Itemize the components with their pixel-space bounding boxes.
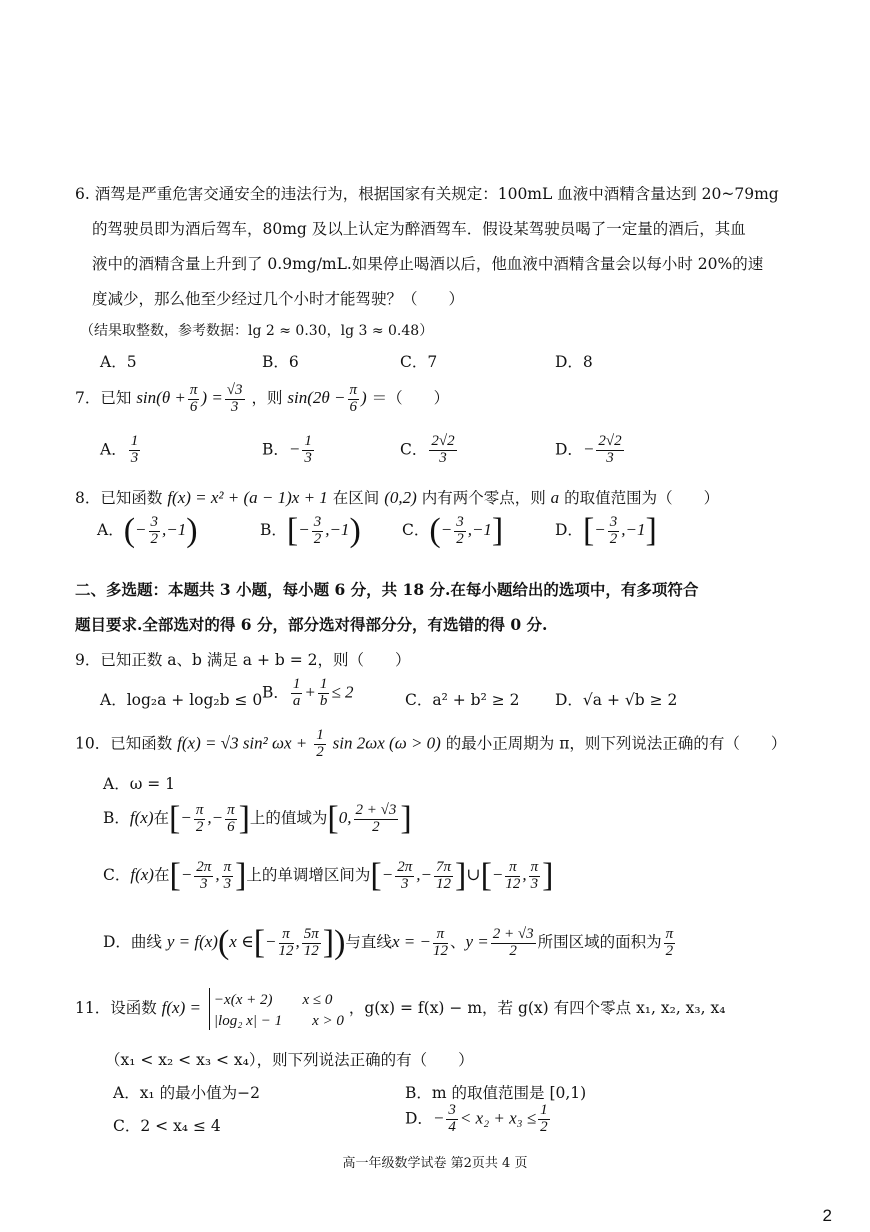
q6-option-d: D．8: [555, 353, 593, 371]
q11-line2: （x₁ < x₂ < x₃ < x₄），则下列说法正确的有（ ）: [105, 1051, 474, 1069]
q11-prefix: 11．设函数: [75, 999, 157, 1017]
q7-suffix: ＝（ ）: [371, 389, 450, 408]
q7-option-c: C． $\frac{2√2}{3}$: [400, 433, 455, 466]
q10-func2: sin 2ωx (ω > 0): [332, 733, 441, 753]
q10-option-d: D．曲线 y = f(x)(x ∈[− $\frac{\pi}{12}$ , $\frac{5\pi}{12}$ ])与直线x = − $\frac{\pi}{12}$ 、y = $\frac{2 + √3}{2}$ 所围区域的面积为 $\frac{\pi}{2}$: [103, 924, 674, 961]
q9-option-c: C．a² + b² ≥ 2: [405, 691, 520, 709]
q8-option-c: C．(− $\frac{3}{2}$ ,−1]: [402, 512, 504, 549]
q8-option-b: B．[− $\frac{3}{2}$ ,−1): [260, 512, 361, 549]
q7-given: sin(θ + $\frac{\pi}{6}$ ) = $\frac{√3}{3}$: [136, 382, 243, 415]
q8-mid2: 内有两个零点，则: [421, 489, 546, 507]
q10-func: f(x) = √3 sin² ωx +: [177, 733, 308, 753]
q6-line1: 6. 酒驾是严重危害交通安全的违法行为，根据国家有关规定：100mL 血液中酒精含量达到 20~79mg: [75, 185, 779, 203]
q9-stem: 9．已知正数 a、b 满足 a + b = 2，则（ ）: [75, 651, 411, 669]
q7-target: sin(2θ − $\frac{\pi}{6}$ ): [287, 382, 367, 415]
q10-option-a: A．ω = 1: [103, 775, 176, 793]
q10-stem: [75, 728, 786, 761]
q8-mid: 在区间: [332, 489, 380, 507]
q10-prefix: 10．已知函数: [75, 734, 173, 753]
q10-option-b: B．f(x)在[− $\frac{\pi}{2}$ ,− $\frac{\pi}{6}$ ]上的值域为[0, $\frac{2 + √3}{2}$ ]: [103, 800, 412, 837]
q11-case2: |log₂ x| − 1 x > 0: [213, 1013, 344, 1029]
q8-interval: (0,2): [384, 488, 417, 507]
q6-line4: 度减少，那么他至少经过几个小时才能驾驶？（ ）: [92, 290, 465, 308]
q6-option-a: A．5: [100, 353, 137, 371]
q11-fx: f(x) =: [161, 998, 201, 1017]
q7-option-b: B．− $\frac{1}{3}$: [262, 433, 312, 466]
q11-piecewise: [209, 988, 344, 1030]
q11-option-b: B．m 的取值范围是 [0,1): [405, 1084, 587, 1102]
q8-option-a: A．(− $\frac{3}{2}$ ,−1): [97, 512, 198, 549]
q9-option-b: B． $\frac{1}{a}$ + $\frac{1}{b}$ ≤ 2: [262, 676, 354, 709]
q11-option-d: D．− $\frac{3}{4}$ < x₂ + x₃ ≤ $\frac{1}{2}$: [405, 1102, 548, 1135]
footer: 高一年级数学试卷 第2页共 4 页: [342, 1156, 528, 1171]
section2-line2: 题目要求.全部选对的得 6 分，部分选对得部分分，有选错的得 0 分.: [75, 615, 548, 634]
q7-mid: ，则: [251, 389, 283, 408]
q10-suffix: 的最小正周期为 π，则下列说法正确的有（ ）: [445, 734, 787, 753]
q7-stem: [75, 383, 449, 416]
q6-line2: 的驾驶员即为酒后驾车，80mg 及以上认定为醉酒驾车．假设某驾驶员喝了一定量的酒后，其血: [92, 220, 746, 238]
q11-stem: [75, 988, 725, 1030]
q10-option-c: C．f(x)在[− $\frac{2\pi}{3}$ , $\frac{\pi}{3}$ ]上的单调增区间为[− $\frac{2\pi}{3}$ ,− $\frac{7\pi}{12}$ ]∪[− $\frac{\pi}{12}$ , $\frac{\pi}{3}$ ]: [103, 857, 554, 894]
q10-half: $\frac{1}{2}$: [316, 727, 324, 760]
q9-option-a: A．log₂a + log₂b ≤ 0: [100, 691, 263, 709]
q11-option-c: C．2 < x₄ ≤ 4: [113, 1117, 221, 1135]
q7-prefix: 7．已知: [75, 389, 132, 408]
q7-option-a: A． $\frac{1}{3}$: [100, 433, 139, 466]
q6-note: （结果取整数，参考数据：lg 2 ≈ 0.30，lg 3 ≈ 0.48）: [80, 323, 434, 339]
q7-option-d: D．− $\frac{2√2}{3}$: [555, 433, 622, 466]
q9-option-d: D．√a + √b ≥ 2: [555, 691, 678, 709]
q8-var: a: [550, 488, 560, 507]
section2-line1: 二、多选题：本题共 3 小题，每小题 6 分，共 18 分.在每小题给出的选项中，有多项符合: [75, 580, 699, 599]
page-number: 2: [822, 1206, 832, 1225]
q8-suffix: 的取值范围为（ ）: [564, 489, 720, 507]
q6-option-c: C．7: [400, 353, 438, 371]
q11-option-a: A．x₁ 的最小值为−2: [113, 1084, 260, 1102]
q8-stem: [75, 486, 719, 508]
q8-func: f(x) = x² + (a − 1)x + 1: [167, 488, 328, 507]
q8-option-d: D．[− $\frac{3}{2}$ ,−1]: [555, 512, 657, 549]
q6-line3: 液中的酒精含量上升到了 0.9mg/mL.如果停止喝酒以后，他血液中酒精含量会以每小时 20%的速: [92, 255, 764, 273]
q6-option-b: B．6: [262, 353, 299, 371]
q8-prefix: 8．已知函数: [75, 489, 163, 507]
q11-mid: ，g(x) = f(x) − m，若 g(x) 有四个零点 x₁, x₂, x₃, x₄: [348, 999, 726, 1017]
q11-case1: −x(x + 2) x ≤ 0: [213, 992, 333, 1008]
